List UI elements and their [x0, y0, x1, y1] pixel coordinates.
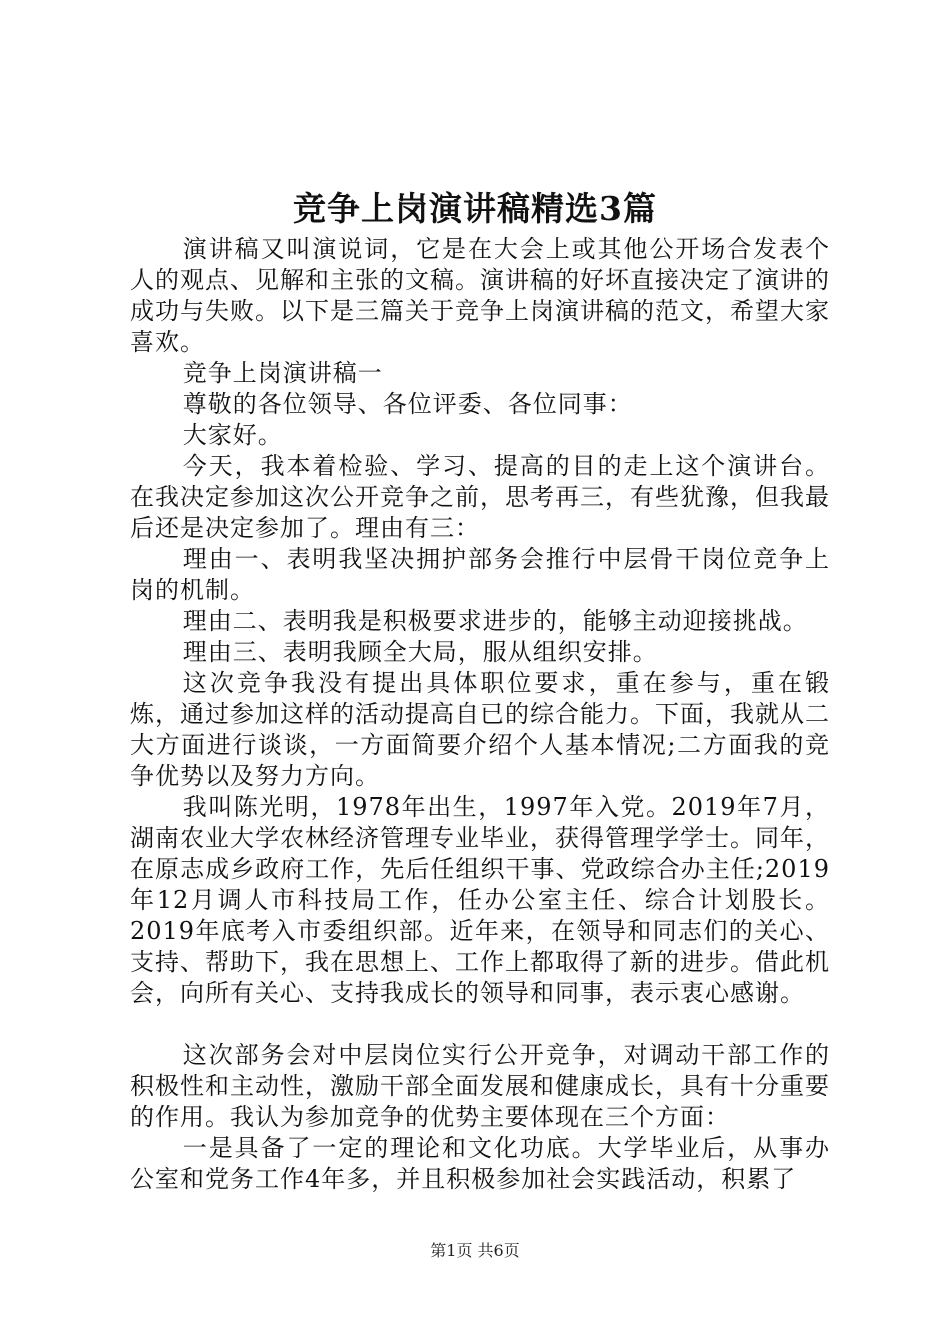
paragraph-salutation: 尊敬的各位领导、各位评委、各位同事：	[182, 390, 633, 418]
page-number-footer: 第1页 共6页	[430, 1241, 520, 1260]
paragraph-reason-three: 理由三、表明我顾全大局，服从组织安排。	[182, 638, 658, 666]
paragraph-competition-outline: 这次竞争我没有提出具体职位要求，重在参与，重在锻炼，通过参加这样的活动提高自已的综合能力。下面，我就从二大方面进行谈谈，一方面简要介绍个人基本情况;二方面我的竞争优势以及努力方向。	[130, 669, 830, 790]
paragraph-advantage-one: 一是具备了一定的理论和文化功底。大学毕业后，从事办公室和党务工作4年多，并且积极参加社会实践活动，积累了	[130, 1134, 830, 1193]
paragraph-greeting: 大家好。	[182, 421, 283, 449]
paragraph-self-introduction: 我叫陈光明，1978年出生，1997年入党。2019年7月，湖南农业大学农林经济管理专业毕业，获得管理学学士。同年，在原志成乡政府工作，先后任组织干事、党政综合办主任;2019年12月调人市科技局工作，任办公室主任、综合计划股长。2019年底考入市委组织部。近年来，在领导和同志们的关心、支持、帮助下，我在思想上、工作上都取得了新的进步。借此机会，向所有关心、支持我成长的领导和同事，表示衷心感谢。	[130, 793, 830, 1007]
document-title: 竞争上岗演讲稿精选3篇	[293, 189, 657, 228]
paragraph-reason-one: 理由一、表明我坚决拥护部务会推行中层骨干岗位竞争上岗的机制。	[130, 545, 830, 604]
paragraph-advantages: 这次部务会对中层岗位实行公开竞争，对调动干部工作的积极性和主动性，激励干部全面发展和健康成长，具有十分重要的作用。我认为参加竞争的优势主要体现在三个方面：	[130, 1041, 830, 1131]
paragraph-purpose: 今天，我本着检验、学习、提高的目的走上这个演讲台。在我决定参加这次公开竞争之前，思考再三，有些犹豫，但我最后还是决定参加了。理由有三：	[130, 452, 830, 542]
document-body	[130, 234, 830, 1195]
paragraph-speech-heading: 竞争上岗演讲稿一	[182, 359, 383, 387]
paragraph-reason-two: 理由二、表明我是积极要求进步的，能够主动迎接挑战。	[182, 607, 808, 635]
paragraph-intro: 演讲稿又叫演说词，它是在大会上或其他公开场合发表个人的观点、见解和主张的文稿。演讲稿的好坏直接决定了演讲的成功与失败。以下是三篇关于竞争上岗演讲稿的范文，希望大家喜欢。	[130, 235, 830, 356]
